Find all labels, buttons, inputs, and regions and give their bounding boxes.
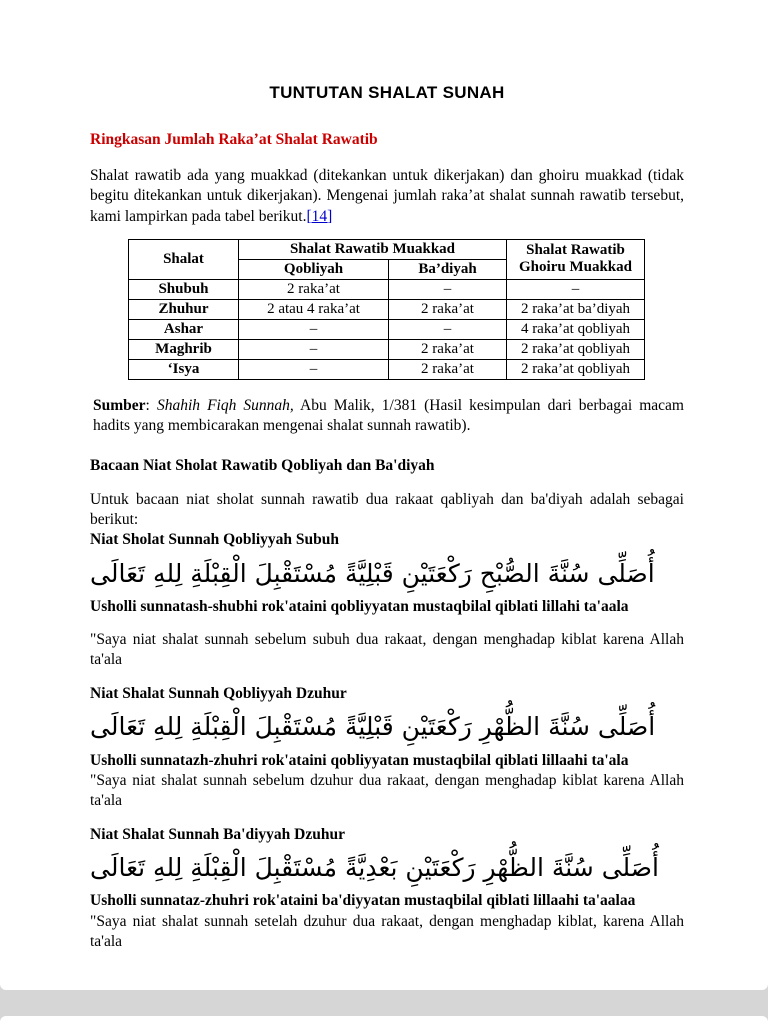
cell-shalat: Zhuhur (129, 299, 239, 319)
latin-niat-text: Usholli sunnatash-shubhi rok'ataini qobliyyatan mustaqbilal qiblati lillahi ta'aala (90, 597, 629, 615)
latin-niat-text: Usholli sunnataz-zhuhri rok'ataini ba'diyyatan mustaqbilal qiblati lillaahi ta'aalaa (90, 892, 636, 910)
cell-shalat: ‘Isya (129, 359, 239, 379)
source-label: Sumber (93, 396, 146, 414)
translation-text: "Saya niat shalat sunnah setelah dzuhur dua rakaat, dengan menghadap kiblat, karena Allah ta'ala (90, 912, 684, 950)
table-row-isya (129, 359, 645, 379)
cell-qobliyah: – (239, 319, 389, 339)
cell-badiyah: 2 raka’at (389, 299, 507, 319)
source-note (90, 396, 684, 436)
cell-badiyah: 2 raka’at (389, 359, 507, 379)
cell-badiyah: 2 raka’at (389, 339, 507, 359)
cell-qobliyah: – (239, 359, 389, 379)
col-header-muakkad: Shalat Rawatib Muakkad (239, 239, 507, 259)
arabic-niat-text: أُصَلِّى سُنَّةَ الظُّهْرِ رَكْعَتَيْنِ قَبْلِيَّةً مُسْتَقْبِلَ الْقِبْلَةِ لِلهِ تَعَالَى (90, 712, 656, 742)
next-page-edge (0, 1016, 768, 1024)
source-colon: : (145, 396, 157, 414)
entry-title: Niat Shalat Sunnah Ba'diyyah Dzuhur (90, 825, 345, 843)
table-row-shubuh (129, 279, 645, 299)
table-row-maghrib (129, 339, 645, 359)
col-header-badiyah: Ba’diyah (389, 259, 507, 279)
footnote-link-14[interactable]: [14] (306, 207, 333, 225)
arabic-niat-text: أُصَلِّى سُنَّةَ الصُّبْحِ رَكْعَتَيْنِ قَبْلِيَّةً مُسْتَقْبِلَ الْقِبْلَةِ لِلهِ تَعَالَى (90, 558, 655, 588)
section-heading-bacaan: Bacaan Niat Sholat Rawatib Qobliyah dan Ba'diyah (90, 456, 435, 474)
cell-shalat: Maghrib (129, 339, 239, 359)
cell-qobliyah: 2 atau 4 raka’at (239, 299, 389, 319)
entry-title: Niat Sholat Sunnah Qobliyyah Subuh (90, 531, 339, 549)
niat-entry-qobliyyah-subuh (90, 530, 684, 670)
translation-text: "Saya niat shalat sunnah sebelum subuh dua rakaat, dengan menghadap kiblat karena Allah ta'ala (90, 630, 684, 669)
cell-ghoiru: 2 raka’at ba’diyah (507, 299, 645, 319)
ringkasan-paragraph-text: Shalat rawatib ada yang muakkad (ditekankan untuk dikerjakan) dan ghoiru muakkad (tidak begitu ditekankan untuk dikerjakan). Mengenai jumlah raka’at shalat sunnah rawatib tersebut, kami lampirkan pada tabel berikut. (90, 167, 684, 225)
arabic-niat-text: أُصَلِّى سُنَّةَ الظُّهْرِ رَكْعَتَيْنِ بَعْدِيَّةً مُسْتَقْبِلَ الْقِبْلَةِ لِلهِ تَعَالَى (90, 853, 659, 883)
niat-entry-qobliyyah-dzuhur (90, 684, 684, 811)
cell-badiyah: – (389, 279, 507, 299)
col-header-ghoiru: Shalat Rawatib Ghoiru Muakkad (507, 239, 645, 279)
translation-text: "Saya niat shalat sunnah sebelum dzuhur dua rakaat, dengan menghadap kiblat karena Allah ta'ala (90, 771, 684, 809)
entry-title: Niat Shalat Sunnah Qobliyyah Dzuhur (90, 685, 347, 703)
cell-qobliyah: – (239, 339, 389, 359)
rawatib-table (128, 239, 645, 380)
cell-qobliyah: 2 raka’at (239, 279, 389, 299)
cell-ghoiru: 2 raka’at qobliyah (507, 359, 645, 379)
niat-entry-badiyyah-dzuhur (90, 825, 684, 952)
col-header-shalat: Shalat (129, 239, 239, 279)
col-header-qobliyah: Qobliyah (239, 259, 389, 279)
table-row-zhuhur (129, 299, 645, 319)
cell-shalat: Ashar (129, 319, 239, 339)
cell-ghoiru: – (507, 279, 645, 299)
document-title: TUNTUTAN SHALAT SUNAH (269, 83, 505, 102)
cell-ghoiru: 2 raka’at qobliyah (507, 339, 645, 359)
table-row-ashar (129, 319, 645, 339)
section-heading-ringkasan: Ringkasan Jumlah Raka’at Shalat Rawatib (90, 131, 378, 149)
cell-badiyah: – (389, 319, 507, 339)
bacaan-intro: Untuk bacaan niat sholat sunnah rawatib dua rakaat qabliyah dan ba'diyah adalah sebagai berikut: (90, 491, 684, 529)
table-header-row-1 (129, 239, 645, 259)
ringkasan-paragraph (90, 166, 684, 226)
source-rest: Abu Malik, 1/381 (Hasil kesimpulan dari berbagai macam hadits yang membicarakan mengenai shalat sunnah rawatib). (93, 396, 684, 434)
source-book-title: Shahih Fiqh Sunnah, (156, 396, 294, 414)
latin-niat-text: Usholli sunnatazh-zhuhri rok'ataini qobliyyatan mustaqbilal qiblati lillaahi ta'ala (90, 751, 629, 769)
cell-shalat: Shubuh (129, 279, 239, 299)
cell-ghoiru: 4 raka’at qobliyah (507, 319, 645, 339)
